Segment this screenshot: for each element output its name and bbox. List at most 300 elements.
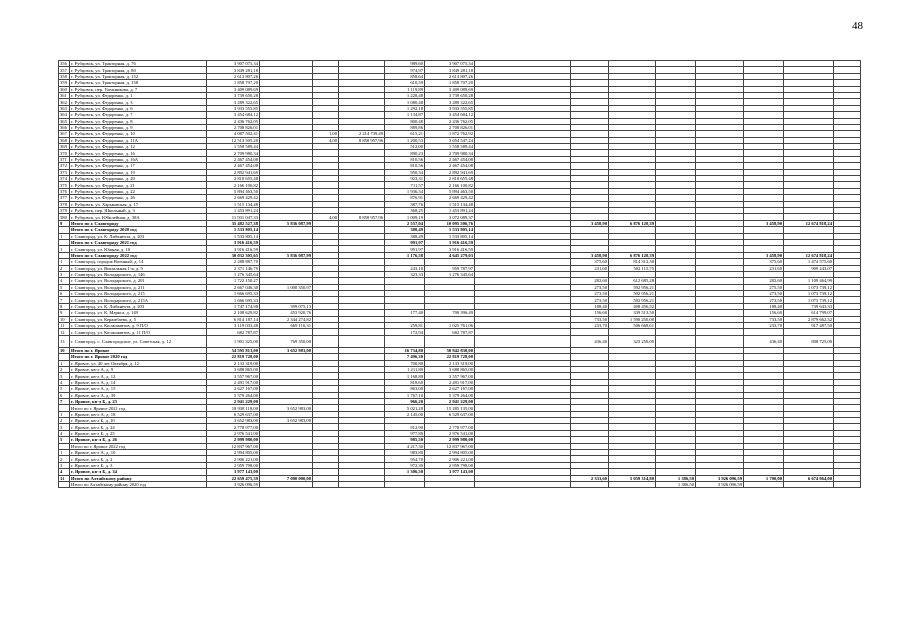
value-cell: 3 458,90: [571, 252, 609, 258]
value-cell: 231,60: [571, 265, 609, 271]
value-cell: 1 025 761,06: [425, 323, 475, 329]
value-cell: 2 467 454,08: [425, 163, 475, 169]
value-cell: 231,60: [744, 265, 784, 271]
value-cell: 3 977 143,00: [425, 469, 475, 475]
value-cell: 3 652 983,00: [260, 418, 313, 424]
value-cell: 4,00: [313, 214, 339, 220]
value-cell: 2 467 454,08: [207, 156, 260, 162]
row-number-cell: 4: [59, 379, 70, 385]
address-cell: г. Рубцовск, ул. Федоренко, д. 16: [70, 150, 207, 156]
address-cell: Итого по г. Яровое: [70, 347, 207, 353]
value-cell: 1 858 707,20: [207, 80, 260, 86]
table-body: [59, 61, 861, 488]
address-cell: г. Рубцовск, ул. Федоренко, д. 3: [70, 99, 207, 105]
value-cell: 1 009,19: [385, 214, 425, 220]
value-cell: 858,64: [385, 73, 425, 79]
row-number-cell: 375: [59, 182, 70, 188]
value-cell: 818,60: [385, 379, 425, 385]
value-cell: 233,70: [744, 323, 784, 329]
value-cell: 368,25: [385, 207, 425, 213]
value-cell: 506 668,61: [609, 323, 656, 329]
row-number-cell: 2: [59, 418, 70, 424]
value-cell: 12 674 818,24: [784, 252, 834, 258]
value-cell: 388,49: [385, 233, 425, 239]
address-cell: г. Рубцовск, ул. Федоренко, д. 10: [70, 131, 207, 137]
row-number-cell: 5: [59, 284, 70, 290]
address-cell: г. Рубцовск, ул. Федоренко, д. 22: [70, 188, 207, 194]
value-cell: 4 217,30: [385, 443, 425, 449]
value-cell: 3 907 075,34: [207, 61, 260, 67]
value-cell: 2 810 655,48: [207, 176, 260, 182]
value-cell: 923,31: [385, 176, 425, 182]
value-cell: 3 409 089,69: [425, 86, 475, 92]
value-cell: 282,60: [744, 278, 784, 284]
value-cell: 615,21: [385, 131, 425, 137]
row-number-cell: 6: [59, 392, 70, 398]
value-cell: 814 312,30: [609, 259, 656, 265]
value-cell: [696, 335, 744, 347]
value-cell: 810,56: [385, 163, 425, 169]
value-cell: 3 654 547,24: [425, 137, 475, 143]
value-cell: 977,80: [385, 430, 425, 436]
row-number-cell: 373: [59, 169, 70, 175]
address-cell: г. Рубцовск, ул. Федоренко, д. 17: [70, 163, 207, 169]
value-cell: 375,60: [744, 259, 784, 265]
row-number-cell: 368: [59, 137, 70, 143]
value-cell: 985,50: [385, 437, 425, 443]
value-cell: 669 116,31: [260, 323, 313, 329]
address-cell: г. Яровое, кв-л Б, д. 25: [70, 430, 207, 436]
row-number-cell: 9: [59, 220, 70, 226]
address-cell: г. Рубцовск, ул. Тракторная, д. 76: [70, 61, 207, 67]
address-cell: г. Рубцовск, ул. Юбилейная, д. 38А: [70, 214, 207, 220]
address-cell: г. Славгород, ул. Володарского, д. 146: [70, 271, 207, 277]
address-cell: Итого по г. Яровое 2021 год: [70, 405, 207, 411]
value-cell: [744, 482, 784, 488]
value-cell: 2 941 229,00: [425, 398, 475, 404]
value-cell: [339, 482, 385, 488]
value-cell: 1 109 464,99: [784, 278, 834, 284]
address-cell: г. Рубцовск, ул. Тракторная, д. 152: [70, 73, 207, 79]
value-cell: 35 482 527,38: [207, 220, 260, 226]
value-cell: 2 333,60: [571, 475, 609, 481]
value-cell: 233,70: [571, 323, 609, 329]
value-cell: 1 292,18: [385, 105, 425, 111]
value-cell: 889,86: [385, 124, 425, 130]
value-cell: 5 894 463,50: [207, 188, 260, 194]
row-number-cell: 10: [59, 347, 70, 353]
address-cell: г. Яровое, кв-л А, д. 10: [70, 450, 207, 456]
row-number-cell: 7: [59, 297, 70, 303]
document-table-wrapper: [58, 60, 860, 488]
value-cell: 1 533 805,14: [207, 233, 260, 239]
address-cell: г. Рубцовск, ул. Федоренко, д. 26: [70, 195, 207, 201]
address-cell: г. Яровое, кв-л Б, д. 34: [70, 469, 207, 475]
value-cell: 1 453 891,24: [207, 207, 260, 213]
value-cell: [609, 482, 656, 488]
row-number-cell: 2: [59, 366, 70, 372]
row-number-cell: 369: [59, 144, 70, 150]
value-cell: [385, 482, 425, 488]
value-cell: 1 515 134,48: [425, 201, 475, 207]
address-cell: г. Рубцовск, ул. Федоренко, д. 9: [70, 124, 207, 130]
value-cell: 3 119 033,48: [207, 323, 260, 329]
value-cell: 2 166 100,82: [207, 182, 260, 188]
value-cell: 436,40: [571, 335, 609, 347]
row-number-cell: 1: [59, 259, 70, 265]
row-number-cell: 367: [59, 131, 70, 137]
value-cell: 2 627 167,00: [425, 386, 475, 392]
address-cell: г. Рубцовск, ул. Тракторная, д. 158: [70, 80, 207, 86]
value-cell: 2 778 977,00: [207, 424, 260, 430]
value-cell: 2 108 629,82: [207, 310, 260, 316]
value-cell: 983,80: [385, 450, 425, 456]
value-cell: [834, 482, 861, 488]
address-cell: г. Яровое, кв-л А, д. 14: [70, 379, 207, 385]
value-cell: 592 956,21: [609, 284, 656, 290]
value-cell: 387,76: [385, 201, 425, 207]
value-cell: 282,60: [571, 278, 609, 284]
address-cell: г. Яровое, кв-л А, д. 15: [70, 386, 207, 392]
value-cell: 966,20: [385, 398, 425, 404]
value-cell: 12 513 505,20: [207, 137, 260, 143]
value-cell: 22 659 475,39: [207, 475, 260, 481]
value-cell: 3 977 143,00: [207, 469, 260, 475]
value-cell: 1 700,00: [744, 475, 784, 481]
row-number-cell: 376: [59, 188, 70, 194]
row-number-cell: 357: [59, 67, 70, 73]
value-cell: 876,91: [385, 195, 425, 201]
address-cell: г. Рубцовск, ул. Федоренко, д. 7: [70, 112, 207, 118]
value-cell: 592 956,21: [609, 291, 656, 297]
value-cell: 972,30: [385, 462, 425, 468]
value-cell: 1 533 805,14: [425, 233, 475, 239]
value-cell: 3 454 684,12: [207, 112, 260, 118]
value-cell: 273,50: [744, 291, 784, 297]
value-cell: 1 276 345,64: [207, 271, 260, 277]
value-cell: 3 916 416,59: [207, 239, 260, 245]
value-cell: 1 000 350,97: [260, 284, 313, 290]
value-cell: [260, 482, 313, 488]
address-cell: г. Славгород, городок Военный, д. 14: [70, 259, 207, 265]
value-cell: 177,40: [385, 310, 425, 316]
row-number-cell: 380: [59, 214, 70, 220]
value-cell: 2 810 655,48: [425, 176, 475, 182]
row-number-cell: 1: [59, 233, 70, 239]
row-number-cell: 362: [59, 99, 70, 105]
address-cell: г. Славгород, ул. Вокзальная 1-я, д. 9: [70, 265, 207, 271]
address-cell: г. Славгород, ул. Володарского, д. 215: [70, 291, 207, 297]
value-cell: [834, 335, 861, 347]
value-cell: 2 708 826,01: [207, 124, 260, 130]
value-cell: 1 474 575,60: [784, 259, 834, 265]
row-number-cell: 3: [59, 424, 70, 430]
value-cell: 2 491 917,00: [207, 379, 260, 385]
row-number-cell: 7: [59, 398, 70, 404]
value-cell: 3 458,90: [744, 252, 784, 258]
row-number-cell: 3: [59, 462, 70, 468]
value-cell: 2 667 046,30: [207, 284, 260, 290]
value-cell: 2 892 941,69: [425, 169, 475, 175]
value-cell: 733,50: [744, 316, 784, 322]
value-cell: 5 059 314,80: [609, 475, 656, 481]
address-cell: г. Рубцовск, ул. Федоренко, д. 19: [70, 169, 207, 175]
row-number-cell: 11: [59, 475, 70, 481]
value-cell: 2 166 100,82: [425, 182, 475, 188]
row-number-cell: 1: [59, 450, 70, 456]
value-cell: 592 956,21: [609, 297, 656, 303]
value-cell: 2 999 980,00: [207, 437, 260, 443]
value-cell: 1 722 150,27: [207, 278, 260, 284]
value-cell: 1 080,48: [385, 99, 425, 105]
row-number-cell: 2: [59, 265, 70, 271]
value-cell: 5 894 463,50: [425, 188, 475, 194]
value-cell: 12 674 818,24: [784, 220, 834, 226]
value-cell: 10 095 506,76: [425, 220, 475, 226]
value-cell: 436,40: [744, 335, 784, 347]
row-number-cell: 5: [59, 437, 70, 443]
row-number-cell: 359: [59, 80, 70, 86]
value-cell: 273,50: [744, 297, 784, 303]
value-cell: 1 168,80: [385, 373, 425, 379]
value-cell: 7 496,30: [385, 354, 425, 360]
row-number-cell: 10: [59, 316, 70, 322]
value-cell: 1 515 134,48: [207, 201, 260, 207]
value-cell: [475, 335, 571, 347]
address-cell: Итого по г. Яровое 2020 год: [70, 354, 207, 360]
value-cell: 2 906 221,00: [207, 456, 260, 462]
value-cell: 3 849 281,18: [207, 67, 260, 73]
value-cell: 991,97: [385, 246, 425, 252]
address-cell: г. Славгород, ул. Володарского, д. 211: [70, 284, 207, 290]
address-cell: г. Рубцовск, ул. Федоренко, д. 11А: [70, 137, 207, 143]
value-cell: 890,23: [385, 150, 425, 156]
table-row: [59, 482, 861, 488]
value-cell: 339 513,50: [609, 310, 656, 316]
address-cell: г. Славгород, ул. Южная, д. 10: [70, 246, 207, 252]
value-cell: 2 709 980,34: [425, 150, 475, 156]
value-cell: 502 115,75: [609, 265, 656, 271]
value-cell: 1 558 589,44: [207, 144, 260, 150]
value-cell: 3 652 983,00: [260, 347, 313, 353]
address-cell: Итого по Алтайскому району 2020 год: [70, 482, 207, 488]
value-cell: 1 533 805,14: [425, 227, 475, 233]
value-cell: 769 350,00: [260, 335, 313, 347]
value-cell: 3 926 096,59: [696, 475, 744, 481]
value-cell: 5 379 264,00: [207, 392, 260, 398]
value-cell: 8 858 957,96: [339, 137, 385, 143]
value-cell: 700,80: [385, 360, 425, 366]
row-number-cell: 360: [59, 86, 70, 92]
value-cell: 1 558 589,44: [425, 144, 475, 150]
row-number-cell: 4: [59, 469, 70, 475]
value-cell: 1 386,50: [656, 475, 696, 481]
value-cell: 5 379 264,00: [425, 392, 475, 398]
value-cell: 2 994 805,00: [207, 450, 260, 456]
value-cell: 610,59: [385, 80, 425, 86]
value-cell: 2 778 977,00: [425, 424, 475, 430]
address-cell: г. Яровое, кв-л Б, д. 3: [70, 462, 207, 468]
value-cell: 1 119,89: [385, 86, 425, 92]
address-cell: г. Славгород, ул. Космонавтов, д. 11 П/О: [70, 329, 207, 335]
value-cell: 1 176,58: [385, 252, 425, 258]
value-cell: 12 837 967,00: [425, 443, 475, 449]
value-cell: 909 243,07: [784, 265, 834, 271]
address-cell: г. Яровое, кв-л А, д. 18: [70, 411, 207, 417]
value-cell: 682 787,87: [425, 329, 475, 335]
value-cell: 6 876 120,39: [609, 252, 656, 258]
value-cell: 1 533 805,14: [207, 227, 260, 233]
value-cell: 3 933 555,85: [207, 105, 260, 111]
value-cell: 6 876 120,39: [609, 220, 656, 226]
address-cell: г. Славгород, ул. К. Либкнехта, д. 203: [70, 303, 207, 309]
value-cell: 1 936,34: [385, 188, 425, 194]
value-cell: 682 787,87: [207, 329, 260, 335]
value-cell: 1 386,50: [656, 482, 696, 488]
value-cell: 3 849 281,18: [425, 67, 475, 73]
value-cell: 1 276 345,64: [425, 271, 475, 277]
value-cell: 243,10: [385, 265, 425, 271]
value-cell: 991,97: [385, 239, 425, 245]
value-cell: [475, 482, 571, 488]
value-cell: [339, 335, 385, 347]
row-number-cell: 379: [59, 207, 70, 213]
address-cell: г. Яровое, кв-л А, д. 12: [70, 373, 207, 379]
value-cell: 156,60: [571, 310, 609, 316]
value-cell: 6 529 637,00: [207, 411, 260, 417]
value-cell: 2 994 805,00: [425, 450, 475, 456]
address-cell: г. Яровое, кв-л Б, д. 23: [70, 398, 207, 404]
value-cell: 2 491 917,00: [425, 379, 475, 385]
value-cell: 1 858 707,20: [425, 80, 475, 86]
value-cell: 1 872 762,92: [425, 131, 475, 137]
value-cell: 3 916 416,59: [425, 246, 475, 252]
value-cell: 50 942 830,00: [425, 347, 475, 353]
value-cell: [571, 482, 609, 488]
row-number-cell: 1: [59, 246, 70, 252]
value-cell: 6 674 064,00: [784, 475, 834, 481]
value-cell: 188,40: [744, 303, 784, 309]
row-number-cell: 365: [59, 118, 70, 124]
address-cell: г. Яровое, кв-л А, д. 9: [70, 366, 207, 372]
value-cell: 959 787,97: [425, 265, 475, 271]
value-cell: 2 708 826,01: [425, 124, 475, 130]
value-cell: 3 072 089,37: [425, 214, 475, 220]
value-cell: 3 557 967,00: [207, 373, 260, 379]
address-cell: г. Славгород, ул. Керамбаева, д. 5: [70, 316, 207, 322]
value-cell: [425, 482, 475, 488]
value-cell: 8 858 957,96: [339, 214, 385, 220]
value-cell: 16 734,80: [385, 347, 425, 353]
value-cell: 3 652 983,00: [260, 405, 313, 411]
value-cell: 4,00: [313, 137, 339, 143]
value-cell: 3 916 416,59: [207, 246, 260, 252]
value-cell: 1 901 325,00: [207, 335, 260, 347]
value-cell: 273,50: [571, 297, 609, 303]
address-cell: г. Рубцовск, ул. Федоренко, д. 1: [70, 92, 207, 98]
value-cell: 1 134,87: [385, 112, 425, 118]
value-cell: 2 959 798,00: [425, 462, 475, 468]
value-cell: 711,57: [385, 182, 425, 188]
value-cell: 3 289 322,65: [425, 99, 475, 105]
row-number-cell: 4: [59, 278, 70, 284]
value-cell: 2 976 541,00: [425, 430, 475, 436]
value-cell: 388,49: [385, 227, 425, 233]
value-cell: 2 906 221,00: [425, 456, 475, 462]
value-cell: 2 669 429,42: [425, 195, 475, 201]
value-cell: [425, 335, 475, 347]
address-cell: г. Яровое, кв-л Б, д. 2: [70, 456, 207, 462]
value-cell: 612 685,28: [609, 278, 656, 284]
address-cell: г. Яровое, ул. 40 лет Октября, д. 12: [70, 360, 207, 366]
row-number-cell: 5: [59, 386, 70, 392]
value-cell: 2 709 980,34: [207, 150, 260, 156]
row-number-cell: 356: [59, 61, 70, 67]
row-number-cell: 11: [59, 323, 70, 329]
value-cell: 323 250,00: [609, 335, 656, 347]
value-cell: 156,60: [744, 310, 784, 316]
value-cell: 4 087 502,41: [207, 131, 260, 137]
value-cell: 2 941 229,00: [207, 398, 260, 404]
value-cell: 2 669 429,42: [207, 195, 260, 201]
row-number-cell: 1: [59, 411, 70, 417]
value-cell: [784, 482, 834, 488]
value-cell: 22 819 728,00: [425, 354, 475, 360]
value-cell: 1 666 695,33: [207, 297, 260, 303]
value-cell: 2 145,00: [385, 411, 425, 417]
value-cell: 512,00: [385, 144, 425, 150]
document-table: [58, 60, 861, 488]
row-number-cell: 2: [59, 456, 70, 462]
value-cell: 2 467 454,08: [207, 163, 260, 169]
value-cell: [656, 335, 696, 347]
row-number-cell: 363: [59, 105, 70, 111]
value-cell: 1 073 739,12: [784, 297, 834, 303]
value-cell: 3 458,90: [571, 220, 609, 226]
value-cell: [313, 482, 339, 488]
value-cell: 275,50: [744, 284, 784, 290]
value-cell: 7 000 000,00: [260, 475, 313, 481]
value-cell: 2 133 319,00: [207, 360, 260, 366]
value-cell: 2 892 941,69: [207, 169, 260, 175]
value-cell: 3 739 650,28: [207, 92, 260, 98]
row-number-cell: 364: [59, 112, 70, 118]
address-cell: г. Славгород, ул. Володарского, д. 215А: [70, 297, 207, 303]
value-cell: 2 557,04: [385, 220, 425, 226]
value-cell: 3 652 983,00: [207, 418, 260, 424]
value-cell: 12 837 967,00: [207, 443, 260, 449]
value-cell: 323,33: [385, 271, 425, 277]
value-cell: 954,70: [385, 456, 425, 462]
address-cell: г. Рубцовск, пер. Улежникова, д. 7: [70, 86, 207, 92]
value-cell: 950,34: [385, 169, 425, 175]
address-cell: г. Яровое, кв-л Б, д. 10: [70, 418, 207, 424]
address-cell: Итого по Алтайскому району: [70, 475, 207, 481]
value-cell: 739 643,33: [784, 303, 834, 309]
value-cell: 18 938 118,00: [207, 405, 260, 411]
value-cell: 22 819 728,00: [207, 354, 260, 360]
value-cell: 259,81: [385, 323, 425, 329]
value-cell: 15 285 135,00: [425, 405, 475, 411]
value-cell: 1 073 739,12: [784, 284, 834, 290]
table-row: [59, 335, 861, 347]
address-cell: г. Славгород, ул. К. Либкнехта, д. 203: [70, 233, 207, 239]
value-cell: 1 666 695,33: [207, 291, 260, 297]
row-number-cell: 9: [59, 310, 70, 316]
row-number-cell: 1: [59, 360, 70, 366]
row-number-cell: 374: [59, 176, 70, 182]
value-cell: 2 467 454,08: [425, 156, 475, 162]
